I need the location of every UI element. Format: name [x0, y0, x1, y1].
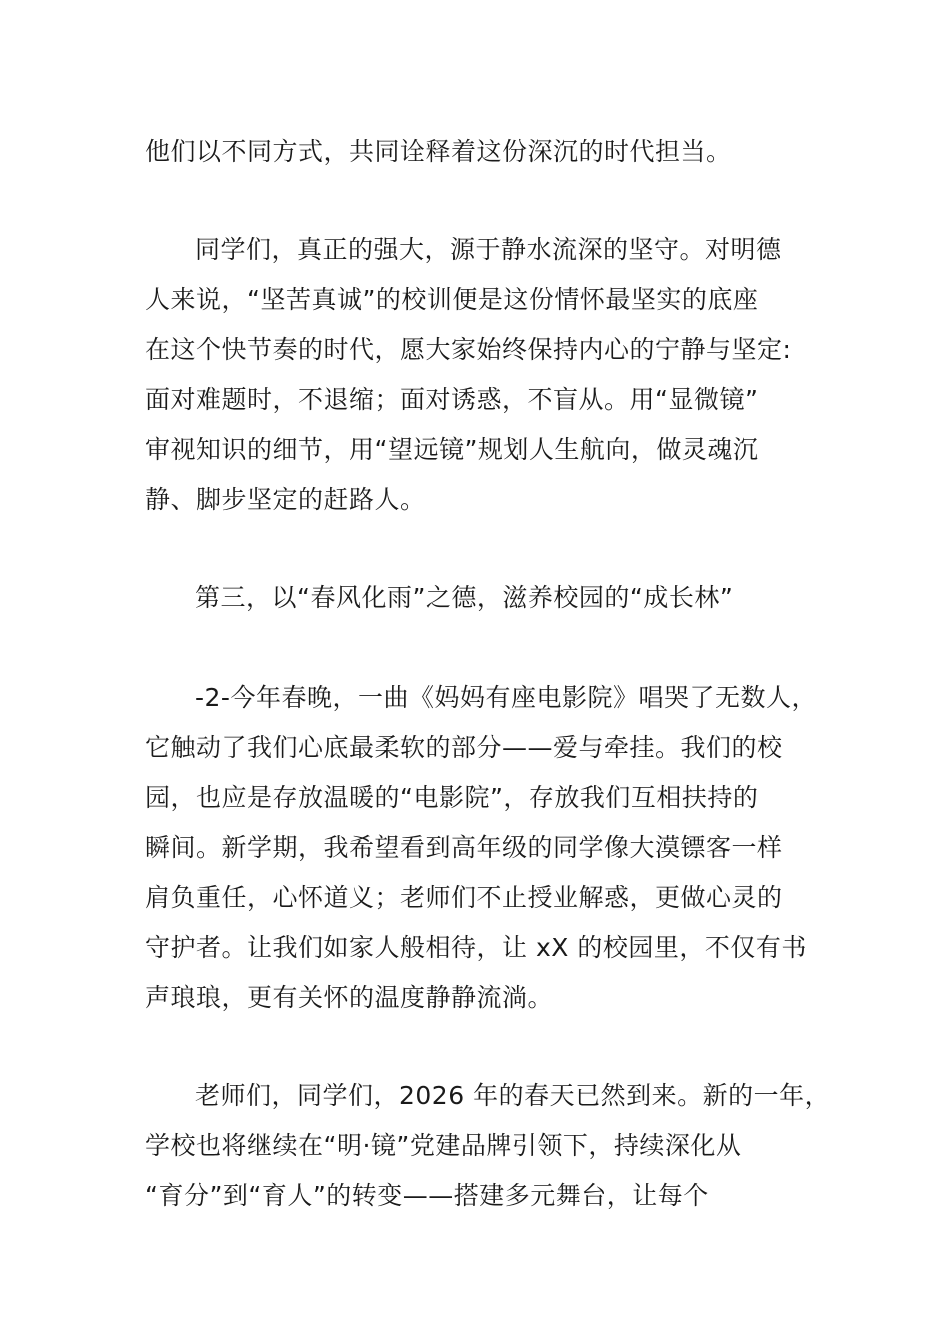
paragraph-line: 学校也将继续在“明·镜”党建品牌引领下，持续深化从 [145, 1131, 742, 1160]
paragraph-line: 静、脚步坚定的赶路人。 [145, 485, 426, 514]
paragraph-line: 守护者。让我们如家人般相待，让 xX 的校园里，不仅有书 [145, 933, 807, 962]
paragraph-line: “育分”到“育人”的转变——搭建多元舞台，让每个 [145, 1181, 709, 1210]
paragraph-line: 瞬间。新学期，我希望看到高年级的同学像大漠镖客一样 [145, 833, 783, 862]
section-heading: 第三，以“春风化雨”之德，滋养校园的“成长林” [195, 583, 734, 612]
paragraph-line: 声琅琅，更有关怀的温度静静流淌。 [145, 983, 554, 1012]
paragraph-line: 他们以不同方式，共同诠释着这份深沉的时代担当。 [145, 137, 732, 166]
paragraph-line: 审视知识的细节，用“望远镜”规划人生航向，做灵魂沉 [145, 435, 759, 464]
paragraph-line: 园，也应是存放温暖的“电影院”，存放我们互相扶持的 [145, 783, 759, 812]
paragraph-line: 同学们，真正的强大，源于静水流深的坚守。对明德 [195, 235, 782, 264]
paragraph-line: 面对难题时，不退缩；面对诱惑，不盲从。用“显微镜” [145, 385, 759, 414]
paragraph-line: -2-今年春晚，一曲《妈妈有座电影院》唱哭了无数人， [195, 683, 817, 712]
paragraph-line: 肩负重任，心怀道义；老师们不止授业解惑，更做心灵的 [145, 883, 783, 912]
paragraph-line: 在这个快节奏的时代，愿大家始终保持内心的宁静与坚定: [145, 335, 792, 364]
paragraph-line: 人来说，“坚苦真诚”的校训便是这份情怀最坚实的底座 [145, 285, 759, 314]
paragraph-line: 它触动了我们心底最柔软的部分——爱与牵挂。我们的校 [145, 733, 783, 762]
paragraph-line: 老师们，同学们，2026 年的春天已然到来。新的一年， [195, 1081, 831, 1110]
